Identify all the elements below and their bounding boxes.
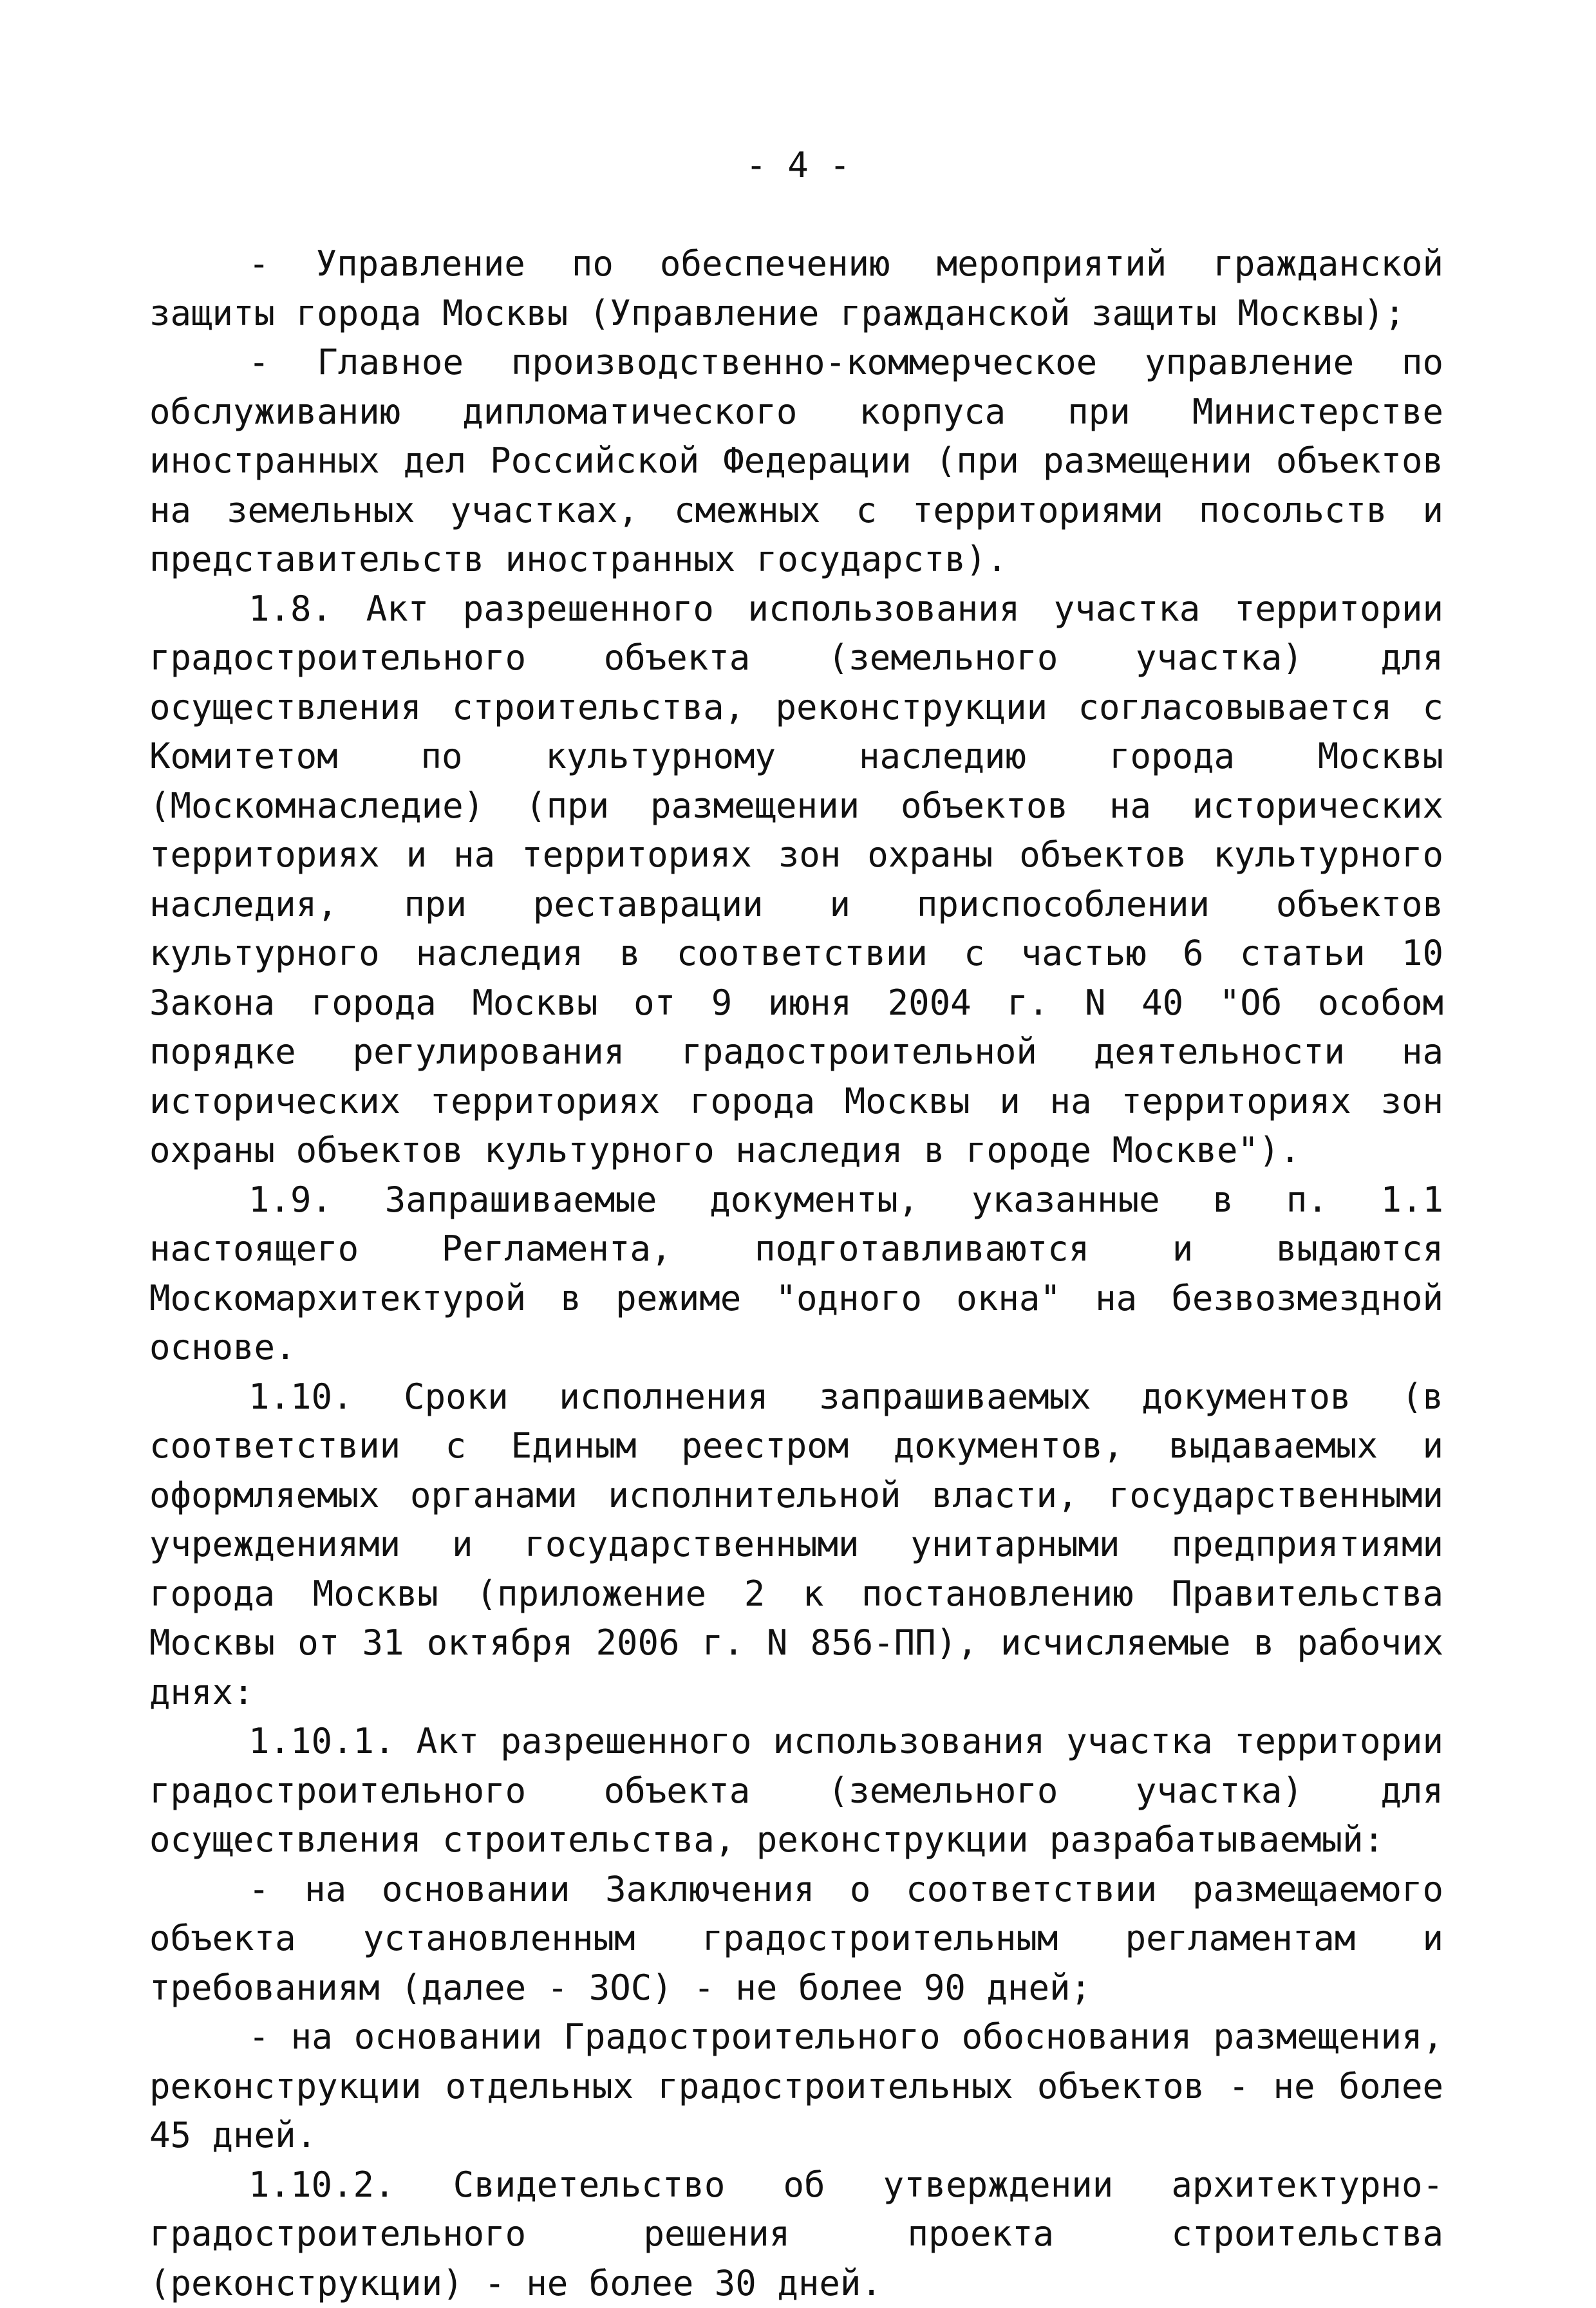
paragraph-1-10-2: 1.10.2. Свидетельство об утверждении архитектурно-градостроительного решения проекта строительства (реконструкции) - не более 30 дней. xyxy=(149,2161,1443,2308)
paragraph-justification-term: - на основании Градостроительного обоснования размещения, реконструкции отдельных градостроительных объектов - не более 45 дней. xyxy=(149,2012,1443,2161)
document-body xyxy=(149,239,1443,2308)
paragraph-diplomatic-service: - Главное производственно-коммерческое управление по обслуживанию дипломатического корпуса при Министерстве иностранных дел Российской Федерации (при размещении объектов на земельных участках, смежных с территориями посольств и представительств иностранных государств). xyxy=(149,338,1443,585)
paragraph-zos-term: - на основании Заключения о соответствии размещаемого объекта установленным градостроительным регламентам и требованиям (далее - ЗОС) - не более 90 дней; xyxy=(149,1865,1443,2013)
paragraph-1-10-1: 1.10.1. Акт разрешенного использования участка территории градостроительного объекта (земельного участка) для осуществления строительства, реконструкции разрабатываемый: xyxy=(149,1717,1443,1865)
paragraph-civil-defense: - Управление по обеспечению мероприятий гражданской защиты города Москвы (Управление гражданской защиты Москвы); xyxy=(149,239,1443,338)
page-number: - 4 - xyxy=(0,143,1596,188)
paragraph-1-9: 1.9. Запрашиваемые документы, указанные в п. 1.1 настоящего Регламента, подготавливаются и выдаются Москомархитектурой в режиме "одного окна" на безвозмездной основе. xyxy=(149,1176,1443,1373)
paragraph-1-10: 1.10. Сроки исполнения запрашиваемых документов (в соответствии с Единым реестром документов, выдаваемых и оформляемых органами исполнительной власти, государственными учреждениями и государственными унитарными предприятиями города Москвы (приложение 2 к постановлению Правительства Москвы от 31 октября 2006 г. N 856-ПП), исчисляемые в рабочих днях: xyxy=(149,1373,1443,1718)
paragraph-1-8: 1.8. Акт разрешенного использования участка территории градостроительного объекта (земельного участка) для осуществления строительства, реконструкции согласовывается с Комитетом по культурному наследию города Москвы (Москомнаследие) (при размещении объектов на исторических территориях и на территориях зон охраны объектов культурного наследия, при реставрации и приспособлении объектов культурного наследия в соответствии с частью 6 статьи 10 Закона города Москвы от 9 июня 2004 г. N 40 "Об особом порядке регулирования градостроительной деятельности на исторических территориях города Москвы и на территориях зон охраны объектов культурного наследия в городе Москве"). xyxy=(149,585,1443,1176)
